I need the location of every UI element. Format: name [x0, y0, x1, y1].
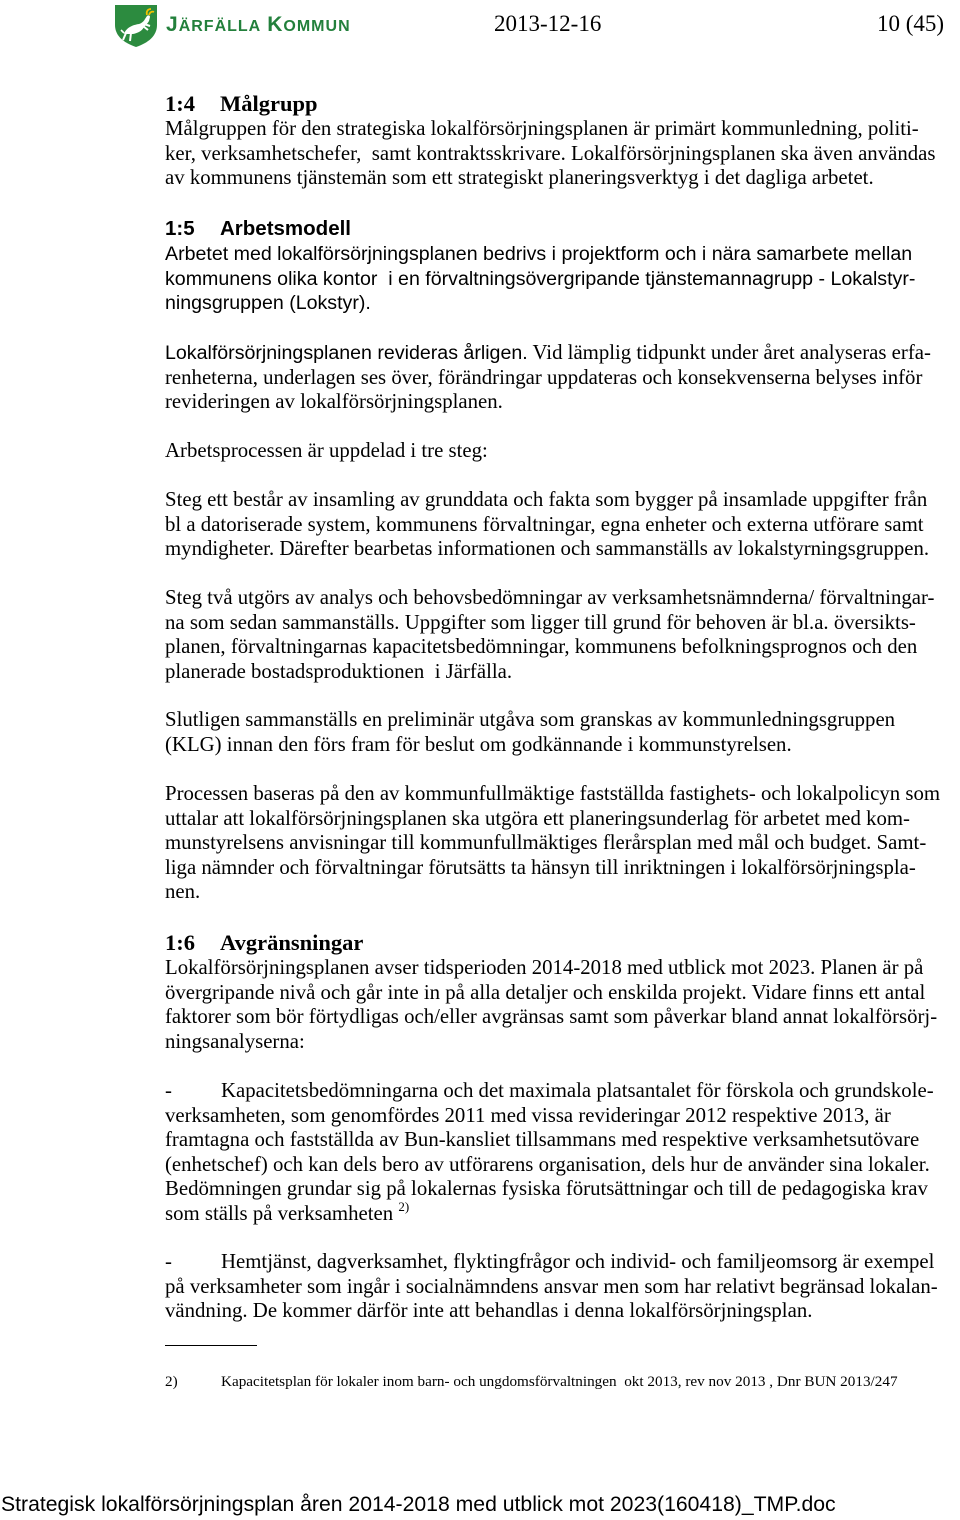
text-line: nen. [165, 880, 201, 903]
text-line: Bedömningen grundar sig på lokalernas fysiska förutsättningar och till de pedagogiska krav [165, 1177, 928, 1200]
paragraph [165, 439, 488, 464]
text-line: Steg ett består av insamling av grunddata och fakta som bygger på insamlade uppgifter från [165, 488, 928, 511]
text-line: Lokalförsörjningsplanen avser tidsperioden 2014-2018 med utblick mot 2023. Planen är på [165, 956, 924, 979]
paragraph [165, 956, 937, 1054]
paragraph [165, 708, 895, 757]
footer-filename: Strategisk lokalförsörjningsplan åren 2014-2018 med utblick mot 2023(160418)_TMP.doc [1, 1493, 836, 1516]
footnote-label: 2) [165, 1373, 178, 1390]
text-line: uttalar att lokalförsörjningsplanen ska utgöra ett planeringsunderlag för arbetet med kom- [165, 806, 910, 830]
paragraph [165, 488, 929, 562]
text-line: ningsanalyserna: [165, 1029, 305, 1053]
text-line: bl a datoriserade system, kommunens förvaltningar, egna enheter och externa utförare samt [165, 512, 924, 536]
text-line: (KLG) innan den förs fram för beslut om godkännande i kommunstyrelsen. [165, 732, 792, 756]
paragraph [165, 242, 915, 316]
text-line: revideringen av lokalförsörjningsplanen. [165, 390, 503, 413]
text-line: Arbetsprocessen är uppdelad i tre steg: [165, 439, 488, 462]
text-line: Arbetet med lokalförsörjningsplanen bedrivs i projektform och i nära samarbete mellan [165, 243, 913, 265]
list-item-text: som ställs på verksamheten [165, 1201, 399, 1225]
text-line: faktorer som bör förtydligas och/eller avgränsas samt som påverkar bland annat lokalförsörj- [165, 1005, 938, 1028]
sentence-lead: Lokalförsörjningsplanen revideras årligen. [165, 342, 528, 364]
text-line: myndigheter. Därefter bearbetas informationen och sammanställs av lokalstyrningsgruppen. [165, 537, 930, 560]
list-item [165, 1250, 938, 1324]
text-line: av kommunens tjänstemän som ett strategiskt planeringsverktyg i det dagliga arbetet. [165, 166, 874, 189]
footnote-text: Kapacitetsplan för lokaler inom barn- och ungdomsförvaltningen okt 2013, rev nov 2013 , Dnr BUN 2013/247 [221, 1373, 898, 1390]
section-heading [165, 930, 363, 956]
text-line: ningsgruppen (Lokstyr). [165, 292, 371, 314]
sentence-rest: Vid lämplig tidpunkt under året analyseras erfa- [527, 341, 931, 364]
paragraph [165, 586, 934, 684]
logo-wordmark [166, 10, 351, 40]
text-line: Målgruppen för den strategiska lokalförsörjningsplanen är primärt kommunledning, politi- [165, 117, 919, 140]
text-line: planerade bostadsproduktionen i Järfälla. [165, 659, 513, 683]
text-line: på verksamheter som ingår i socialnämndens ansvar men som har relativt begränsad lokalan- [165, 1274, 938, 1298]
list-bullet: - [165, 1079, 172, 1102]
text-line: na som sedan sammanställs. Uppgifter som ligger till grund för behoven är bl.a. översikts- [165, 610, 916, 634]
footnote [165, 1373, 898, 1391]
text-line [165, 1198, 934, 1227]
text-line [165, 341, 931, 366]
text-line [165, 1079, 934, 1104]
text-line: Steg två utgörs av analys och behovsbedömningar av verksamhetsnämnderna/ förvaltningar- [165, 586, 935, 609]
text-line: kommunens olika kontor i en förvaltningsövergripande tjänstemannagrupp - Lokalstyr- [165, 267, 916, 290]
section-number: 1:4 [165, 91, 195, 116]
list-item-text: Kapacitetsbedömningarna och det maximala platsantalet för förskola och grundskole- [221, 1079, 934, 1102]
coat-of-arms-logo [113, 4, 159, 48]
paragraph [165, 782, 940, 905]
text-line: liga nämnder och förvaltningar förutsätts ta hänsyn till inriktningen i lokalförsörjningspla- [165, 855, 916, 879]
paragraph [165, 117, 935, 191]
text-line: munstyrelsens anvisningar till kommunfullmäktiges flerårsplan med mål och budget. Samt- [165, 831, 927, 854]
list-item-text: Hemtjänst, dagverksamhet, flyktingfrågor och individ- och familjeomsorg är exempel [221, 1250, 935, 1273]
section-title: Avgränsningar [220, 930, 364, 955]
text-line: renheterna, underlagen ses över, förändringar uppdateras och konsekvenserna belyses inför [165, 365, 923, 389]
text-line [165, 1250, 938, 1275]
text-line: verksamheten, som genomfördes 2011 med vissa revideringar 2012 respektive 2013, är [165, 1103, 891, 1127]
section-title: Arbetsmodell [220, 217, 351, 240]
list-bullet: - [165, 1250, 172, 1273]
page-number: 10 (45) [877, 11, 945, 36]
text-line: Processen baseras på den av kommunfullmäktige fastställda fastighets- och lokalpolicyn som [165, 782, 941, 805]
text-line: planen, förvaltningarnas kapacitetsbedömningar, kommunens befolkningsprognos och den [165, 635, 918, 658]
logo-word: JÄRFÄLLA [166, 13, 262, 36]
section-number: 1:6 [165, 930, 195, 955]
text-line: framtagna och fastställda av Bun-kansliet tillsammans med respektive verksamhetsutövare [165, 1128, 920, 1151]
text-line: Slutligen sammanställs en preliminär utgåva som granskas av kommunledningsgruppen [165, 708, 896, 731]
text-line: övergripande nivå och går inte in på alla detaljer och enskilda projekt. Vidare finns ett antal [165, 980, 926, 1004]
logo-word: KOMMUN [267, 13, 351, 36]
text-line: ker, verksamhetschefer, samt kontraktsskrivare. Lokalförsörjningsplanen ska även användas [165, 141, 936, 165]
section-title: Målgrupp [220, 91, 318, 116]
section-heading [165, 216, 351, 242]
text-line: (enhetschef) och kan dels bero av utförarens organisation, dels hur de använder sina lokaler. [165, 1152, 930, 1176]
list-item [165, 1079, 934, 1226]
footnote-separator [165, 1345, 257, 1346]
text-line: vändning. De kommer därför inte att behandlas i denna lokalförsörjningsplan. [165, 1299, 813, 1322]
footnote-reference: 2) [398, 1198, 410, 1214]
section-number: 1:5 [165, 217, 195, 240]
section-heading [165, 91, 318, 117]
paragraph [165, 341, 931, 415]
document-date: 2013-12-16 [494, 11, 602, 36]
